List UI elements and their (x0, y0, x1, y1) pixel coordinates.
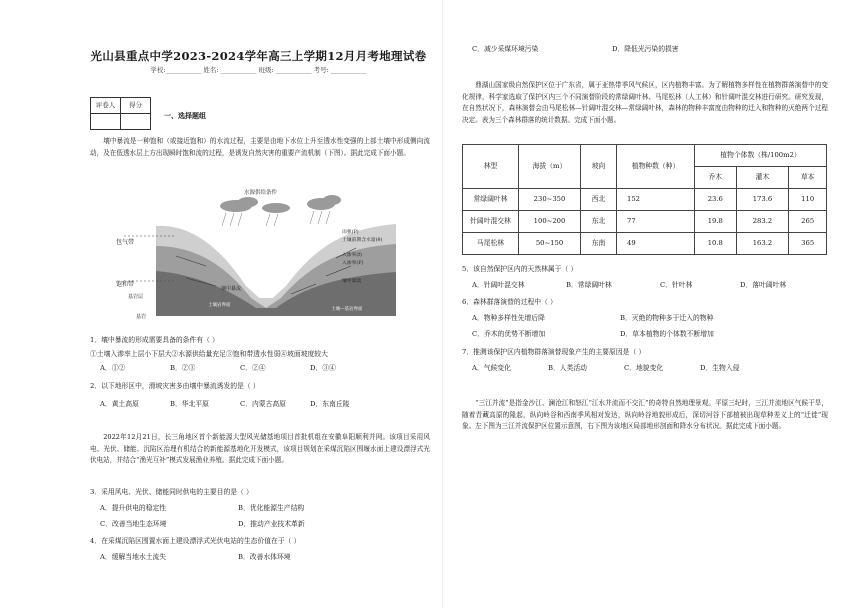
question-7-options (472, 363, 739, 373)
passage-3: 鼎湖山国家级自然保护区位于广东省，属于亚热带季风气候区，区内植物丰富。为了解植物多样性在植物群落演替中的变化规律，科学家选取了保护区内三个不同演替阶段的常绿阔叶林、马尾松林（人工林）和针阔叶混交林进行研究。研究发现，在自然状况下，森林演替会由马尾松林—针阔叶混交林—常绿阔叶林，森林的物种丰富度由物种的迁入和物种的灭绝两个过程决定。表为三个森林群落的统计数据。完成下面小题。 (462, 81, 828, 124)
exam-title: 光山县重点中学2023-2024学年高三上学期12月月考地理试卷 (90, 49, 427, 63)
fig-label-aeration: 包气带 (116, 239, 135, 246)
table-cell: 10.8 (695, 233, 737, 255)
question-1-stem: 1．壤中暴流的形成需要具备的条件有（ ） (90, 336, 219, 344)
question-5-stem: 5．该自然保护区内的天然林属于（ ） (462, 265, 578, 273)
table-cell: 马尾松林 (463, 233, 519, 255)
option[interactable]: B．灭绝的物种多于迁入的物种 (620, 314, 714, 322)
table-cell: 152 (617, 189, 695, 211)
option[interactable]: A．缓解当地水土流失 (100, 553, 167, 561)
score-box-score: 得分 (121, 98, 151, 114)
table-header: 坡向 (581, 145, 617, 189)
question-7-stem: 7．推测该保护区内植物群落演替现象产生的主要原因是（ ） (462, 348, 646, 356)
table-row (463, 211, 827, 233)
fig-top-label: 水源供给条件 (244, 190, 278, 196)
table-cell: 365 (789, 233, 827, 255)
fig-label-connectivity: 坡面—河道水文连通 (236, 317, 277, 322)
table-cell: 东南 (581, 233, 617, 255)
option[interactable]: C．内蒙古高原 (240, 400, 286, 408)
option[interactable]: D．推动产业技术革新 (238, 520, 305, 528)
soil-flow-diagram (116, 186, 416, 331)
option[interactable]: A．针阔叶混交林 (472, 281, 525, 289)
question-3-stem: 3．采用风电、光伏、储能同时供电的主要目的是（ ） (90, 488, 253, 496)
fig-label-bedrock-layer: 基岩层 (128, 294, 144, 300)
table-cell: 常绿阔叶林 (463, 189, 519, 211)
option[interactable]: A．①② (100, 364, 126, 372)
table-subheader: 灌木 (736, 167, 789, 189)
fig-label-saturation: 饱和带 (116, 281, 135, 288)
fig-label-rain: 雨强(P) (342, 230, 359, 235)
table-cell: 针阔叶混交林 (463, 211, 519, 233)
table-cell: 19.8 (695, 211, 737, 233)
option[interactable]: D．生物入侵 (700, 364, 740, 372)
option[interactable]: B．优化能源生产结构 (238, 504, 305, 512)
fig-label-infiltration-f: 入渗率(f) (342, 253, 362, 258)
passage-2: 2022年12月21日，长三角地区首个新能源大型风光储基地项目首批机组在安徽阜阳顺利并网。该项目采用风电、光伏、储能、沉陷区治理有机结合的新能源基地化开发模式，该项目规划在采煤沉陷区围堰水面上建设漂浮式光伏电站，并结合“渔光互补”模式发展渔业养殖。据此完成下面小题。 (90, 433, 430, 465)
section-heading: 一、选择题组 (164, 111, 206, 120)
option[interactable]: B．人类活动 (548, 364, 587, 372)
table-row (463, 233, 827, 255)
option[interactable]: A．物种多样性先增后降 (472, 314, 545, 322)
option[interactable]: C．乔木的优势不断增加 (472, 330, 546, 338)
question-4-options-row2 (472, 44, 679, 54)
option[interactable]: B．改善水体环境 (238, 553, 291, 561)
question-6-options-row1 (472, 313, 713, 323)
passage-1: 壤中暴流是一种饱和（或接近饱和）的水流过程，主要是由地下水位上升至透水性变强的上部土壤中形成侧向流动，及在低透水层上方出现瞬时饱和流的过程，是诱发自然灾害的重要产流机制（下图）。据此完成下面小题。 (90, 137, 430, 157)
table-subheader: 草本 (789, 167, 827, 189)
page-gutter (442, 0, 443, 608)
question-2-options (100, 399, 380, 409)
fig-label-soil-bedrock: 土壤—基岩界面 (331, 307, 363, 312)
option[interactable]: B．常绿阔叶林 (566, 281, 612, 289)
fig-label-bedrock: 基岩 (136, 314, 147, 320)
table-cell: 163.2 (736, 233, 789, 255)
table-cell: 50~150 (519, 233, 581, 255)
passage-4: “三江并流”是指金沙江、澜沧江和怒江“江水并流而不交汇”的奇特自然地理景观。平原三纪时，三江并流地区气候干旱，随着青藏高原的隆起，纵向岭谷和西南季风相对发达，纵向岭谷地貌形成后，深切河谷下部植被出现草种差义上的“迁徙”现象。左下图为三江并流保护区位置示意图，右下图为该地区局部地形剖面和降水分布状况。据此完成下面小题。 (462, 399, 828, 431)
table-cell: 173.6 (736, 189, 789, 211)
score-box (90, 97, 151, 130)
table-header: 海拔（m） (519, 145, 581, 189)
table-header: 林型 (463, 145, 519, 189)
option[interactable]: C．针叶林 (660, 281, 693, 289)
table-subheader: 乔木 (695, 167, 737, 189)
question-4-stem: 4．在采煤沉陷区围置水面上建设漂浮式光伏电站的生态价值在于（ ） (90, 537, 301, 545)
table-cell: 西北 (581, 189, 617, 211)
option[interactable]: C．改善当地生态环境 (100, 520, 167, 528)
fig-label-soil-rock: 土壤岩界面 (208, 303, 231, 308)
fig-label-infiltration-F: 入渗率(F) (342, 261, 364, 266)
option[interactable]: D．东南丘陵 (310, 400, 350, 408)
question-5-options (472, 280, 786, 290)
table-cell: 110 (789, 189, 827, 211)
table-header: 植物种数（种） (617, 145, 695, 189)
option[interactable]: A．黄土高原 (100, 400, 139, 408)
question-1-options (100, 363, 380, 373)
score-box-blank (91, 114, 121, 130)
option[interactable]: D．③④ (310, 364, 336, 372)
question-3-options-row2 (100, 519, 376, 529)
question-4-options-row1 (100, 552, 376, 562)
option[interactable]: C．减少采煤环境污染 (472, 45, 539, 53)
fig-label-stream: 壤中暴流 (221, 286, 242, 292)
option[interactable]: B．华北平原 (170, 400, 209, 408)
question-6-stem: 6．森林群落演替的过程中（ ） (462, 298, 557, 306)
table-cell: 100~200 (519, 211, 581, 233)
question-6-options-row2 (472, 329, 714, 339)
table-cell: 东北 (581, 211, 617, 233)
option[interactable]: D．草本植物的个体数不断增加 (620, 330, 714, 338)
option[interactable]: C．②④ (240, 364, 266, 372)
table-header: 植物个体数（株/100m2） (695, 145, 827, 167)
table-cell: 283.2 (736, 211, 789, 233)
forest-data-table (462, 144, 827, 255)
table-cell: 23.6 (695, 189, 737, 211)
question-3-options-row1 (100, 503, 376, 513)
option[interactable]: A．提升供电的稳定性 (100, 504, 167, 512)
option[interactable]: A．气候变化 (472, 364, 511, 372)
info-name: 姓名: ___________ (203, 66, 257, 74)
info-school: 学校:___________ (150, 66, 202, 74)
table-cell: 49 (617, 233, 695, 255)
table-row (463, 189, 827, 211)
table-cell: 230~350 (519, 189, 581, 211)
student-info-line (86, 66, 431, 76)
info-class: 班级: ___________ (258, 66, 312, 74)
option[interactable]: C．地貌变化 (624, 364, 664, 372)
fig-label-soil-moisture: 土壤前期含水量(θ) (342, 238, 383, 243)
question-2-stem: 2．以下地形区中，滑坡灾害多由壤中暴流诱发的是（ ） (90, 382, 260, 390)
table-cell: 77 (617, 211, 695, 233)
info-id: 考号: ___________ (313, 66, 367, 74)
option[interactable]: B．②③ (170, 364, 196, 372)
question-1-statements: ①土壤入渗率上层小下层大②水源供给量充足③饱和带透水性弱④坡面坡度较大 (90, 350, 328, 358)
score-box-blank (121, 114, 151, 130)
option[interactable]: D．落叶阔叶林 (740, 281, 787, 289)
score-box-grader: 评卷人 (91, 98, 121, 114)
option[interactable]: D．降低光污染的损害 (612, 45, 679, 53)
table-cell: 265 (789, 211, 827, 233)
fig-label-storm-flow: 壤中暴流 (342, 279, 362, 284)
